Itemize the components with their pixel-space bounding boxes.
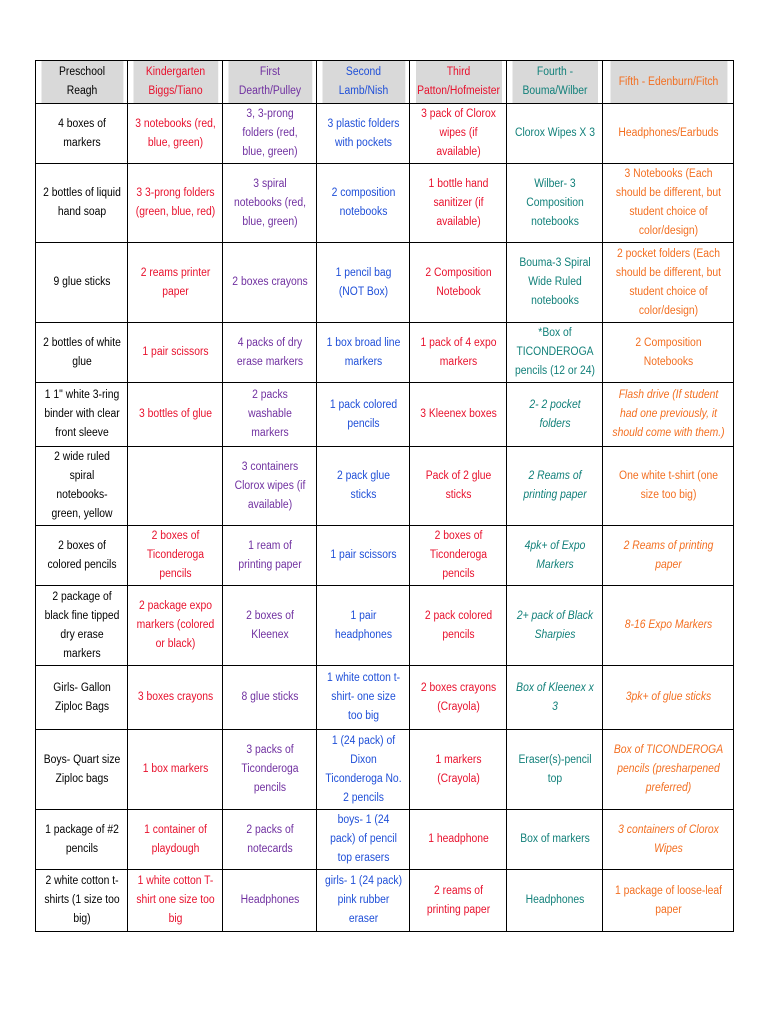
table-cell: 1 pack of 4 expo markers: [414, 323, 501, 383]
table-cell: 2 Composition Notebooks: [609, 323, 727, 383]
table-cell: 2 packs washable markers: [227, 383, 312, 447]
table-cell: 2 boxes of colored pencils: [40, 526, 123, 586]
table-cell: 1 pair scissors: [132, 323, 218, 383]
table-cell: 3 bottles of glue: [132, 383, 218, 447]
table-cell: 1 ream of printing paper: [227, 526, 312, 586]
table-cell: [132, 447, 218, 526]
table-cell: 3 plastic folders with pockets: [321, 104, 405, 164]
table-cell: 3 3-prong folders (green, blue, red): [132, 164, 218, 243]
table-cell: 3 packs of Ticonderoga pencils: [227, 730, 312, 810]
table-cell: girls- 1 (24 pack) pink rubber eraser: [321, 870, 405, 932]
table-cell: Box of Kleenex x 3: [511, 666, 597, 730]
table-cell: 2 package of black fine tipped dry erase markers: [40, 586, 123, 666]
table-cell: 3 Kleenex boxes: [414, 383, 501, 447]
table-row: [36, 383, 734, 447]
table-cell: 1 container of playdough: [132, 810, 218, 870]
table-cell: 2 bottles of white glue: [40, 323, 123, 383]
table-cell: 1 pair scissors: [321, 526, 405, 586]
table-cell: 3 Notebooks (Each should be different, but student choice of color/design): [609, 164, 727, 243]
table-cell: Headphones: [227, 870, 312, 932]
table-cell: 1 white cotton t-shirt- one size too big: [321, 666, 405, 730]
table-cell: Eraser(s)-pencil top: [511, 730, 597, 810]
table-cell: 1 pair headphones: [321, 586, 405, 666]
table-cell: 2 boxes of Ticonderoga pencils: [132, 526, 218, 586]
table-cell: 1 1" white 3-ring binder with clear front sleeve: [40, 383, 123, 447]
table-row: [36, 323, 734, 383]
table-cell: Boys- Quart size Ziploc bags: [40, 730, 123, 810]
table-cell: 2- 2 pocket folders: [511, 383, 597, 447]
table-cell: 8 glue sticks: [227, 666, 312, 730]
table-cell: Headphones: [511, 870, 597, 932]
table-row: [36, 730, 734, 810]
header-row: [36, 61, 734, 104]
table-cell: One white t-shirt (one size too big): [609, 447, 727, 526]
table-cell: 2 reams of printing paper: [414, 870, 501, 932]
table-cell: 2 boxes of Ticonderoga pencils: [414, 526, 501, 586]
table-row: [36, 586, 734, 666]
header-preschool: Preschool Reagh: [40, 61, 123, 104]
table-cell: Box of TICONDEROGA pencils (presharpened preferred): [609, 730, 727, 810]
table-cell: Pack of 2 glue sticks: [414, 447, 501, 526]
table-body: [36, 104, 734, 932]
table-row: [36, 526, 734, 586]
table-cell: 2 wide ruled spiral notebooks- green, yellow: [40, 447, 123, 526]
table-cell: 9 glue sticks: [40, 243, 123, 323]
table-cell: 8-16 Expo Markers: [609, 586, 727, 666]
table-cell: 1 box markers: [132, 730, 218, 810]
table-cell: 3 containers of Clorox Wipes: [609, 810, 727, 870]
table-cell: 4 boxes of markers: [40, 104, 123, 164]
table-cell: 3 spiral notebooks (red, blue, green): [227, 164, 312, 243]
table-cell: Girls- Gallon Ziploc Bags: [40, 666, 123, 730]
table-cell: 4 packs of dry erase markers: [227, 323, 312, 383]
table-cell: 1 package of #2 pencils: [40, 810, 123, 870]
table-cell: 1 pack colored pencils: [321, 383, 405, 447]
table-cell: 2 Composition Notebook: [414, 243, 501, 323]
table-cell: Wilber- 3 Composition notebooks: [511, 164, 597, 243]
table-cell: 2 package expo markers (colored or black): [132, 586, 218, 666]
table-cell: 3 notebooks (red, blue, green): [132, 104, 218, 164]
table-cell: 2 boxes crayons: [227, 243, 312, 323]
table-cell: 1 headphone: [414, 810, 501, 870]
table-cell: 4pk+ of Expo Markers: [511, 526, 597, 586]
school-supply-list-table: [35, 60, 734, 932]
table-cell: 3 pack of Clorox wipes (if available): [414, 104, 501, 164]
table-row: [36, 104, 734, 164]
table-cell: 1 bottle hand sanitizer (if available): [414, 164, 501, 243]
table-cell: Box of markers: [511, 810, 597, 870]
table-cell: 1 (24 pack) of Dixon Ticonderoga No. 2 pencils: [321, 730, 405, 810]
table-cell: Bouma-3 Spiral Wide Ruled notebooks: [511, 243, 597, 323]
table-cell: Headphones/Earbuds: [609, 104, 727, 164]
table-cell: 1 box broad line markers: [321, 323, 405, 383]
table-cell: 1 package of loose-leaf paper: [609, 870, 727, 932]
table-row: [36, 243, 734, 323]
table-cell: 1 pencil bag (NOT Box): [321, 243, 405, 323]
table-cell: 2 pack colored pencils: [414, 586, 501, 666]
table-row: [36, 870, 734, 932]
table-cell: 3pk+ of glue sticks: [609, 666, 727, 730]
table-cell: 3 containers Clorox wipes (if available): [227, 447, 312, 526]
table-cell: *Box of TICONDEROGA pencils (12 or 24): [511, 323, 597, 383]
table-cell: 1 markers (Crayola): [414, 730, 501, 810]
table-cell: 2 Reams of printing paper: [511, 447, 597, 526]
table-cell: 1 white cotton T-shirt one size too big: [132, 870, 218, 932]
table-cell: 2 white cotton t-shirts (1 size too big): [40, 870, 123, 932]
table-row: [36, 666, 734, 730]
table-cell: 3 boxes crayons: [132, 666, 218, 730]
table-cell: 2 boxes of Kleenex: [227, 586, 312, 666]
header-second: Second Lamb/Nish: [321, 61, 405, 104]
table-cell: 2 Reams of printing paper: [609, 526, 727, 586]
table-cell: 2 boxes crayons (Crayola): [414, 666, 501, 730]
table-cell: 2 pack glue sticks: [321, 447, 405, 526]
header-first: First Dearth/Pulley: [227, 61, 312, 104]
table-cell: 2 bottles of liquid hand soap: [40, 164, 123, 243]
table-row: [36, 447, 734, 526]
header-fourth: Fourth - Bouma/Wilber: [511, 61, 597, 104]
table-cell: boys- 1 (24 pack) of pencil top erasers: [321, 810, 405, 870]
table-row: [36, 810, 734, 870]
table-cell: 2 packs of notecards: [227, 810, 312, 870]
header-fifth: Fifth - Edenburn/Fitch: [609, 61, 727, 104]
table-cell: 3, 3-prong folders (red, blue, green): [227, 104, 312, 164]
header-third: Third Patton/Hofmeister: [414, 61, 501, 104]
table-cell: 2 reams printer paper: [132, 243, 218, 323]
table-cell: Clorox Wipes X 3: [511, 104, 597, 164]
table-cell: 2 composition notebooks: [321, 164, 405, 243]
table-cell: 2+ pack of Black Sharpies: [511, 586, 597, 666]
header-kindergarten: Kindergarten Biggs/Tiano: [132, 61, 218, 104]
table-cell: 2 pocket folders (Each should be different, but student choice of color/design): [609, 243, 727, 323]
table-row: [36, 164, 734, 243]
table-cell: Flash drive (If student had one previously, it should come with them.): [609, 383, 727, 447]
